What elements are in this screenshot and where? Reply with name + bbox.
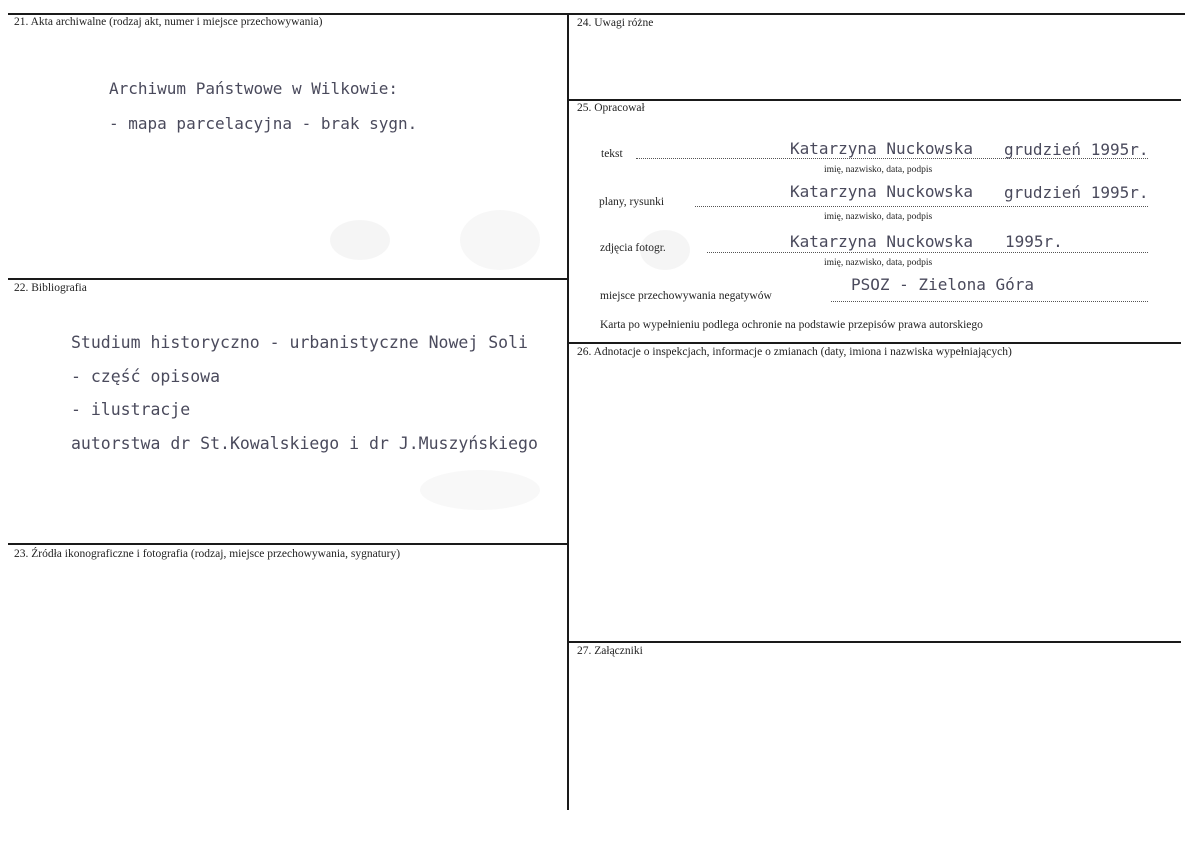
section-26-label: 26. Adnotacje o inspekcjach, informacje o zmianach (daty, imiona i nazwiska wypełniających) [577, 346, 1012, 358]
plany-name: Katarzyna Nuckowska [790, 182, 974, 201]
tekst-date: grudzień 1995r. [1004, 140, 1149, 159]
scan-speck [460, 210, 540, 270]
top-border [8, 13, 1185, 15]
section-22-line-3: - ilustracje [71, 400, 191, 419]
section-22-line-2: - część opisowa [71, 367, 221, 386]
divider-22-23 [8, 543, 567, 545]
zdjecia-label: zdjęcia fotogr. [600, 242, 666, 254]
zdjecia-name: Katarzyna Nuckowska [790, 232, 974, 251]
plany-dotted-line [695, 206, 1148, 207]
section-22-line-1: Studium historyczno - urbanistyczne Nowej Soli [71, 333, 528, 352]
section-27-label: 27. Załączniki [577, 645, 643, 657]
divider-21-22 [8, 278, 567, 280]
section-22-line-4: autorstwa dr St.Kowalskiego i dr J.Muszyńskiego [71, 434, 538, 453]
tekst-name: Katarzyna Nuckowska [790, 139, 974, 158]
negatywy-dotted-line [831, 301, 1148, 302]
tekst-label: tekst [601, 148, 623, 160]
zdjecia-date: 1995r. [1005, 232, 1063, 251]
zdjecia-dotted-line [707, 252, 1148, 253]
center-divider [567, 13, 569, 810]
section-22-label: 22. Bibliografia [14, 282, 87, 294]
section-23-label: 23. Źródła ikonograficzne i fotografia (rodzaj, miejsce przechowywania, sygnatury) [14, 548, 401, 560]
divider-24-25 [569, 99, 1181, 101]
zdjecia-caption: imię, nazwisko, data, podpis [824, 258, 933, 268]
negatywy-label: miejsce przechowywania negatywów [600, 290, 772, 302]
section-25-label: 25. Opracował [577, 102, 645, 114]
plany-date: grudzień 1995r. [1004, 183, 1149, 202]
plany-label: plany, rysunki [599, 196, 665, 208]
scan-speck [330, 220, 390, 260]
section-21-line-1: Archiwum Państwowe w Wilkowie: [109, 79, 398, 98]
section-21-line-2: - mapa parcelacyjna - brak sygn. [109, 114, 418, 133]
section-24-label: 24. Uwagi różne [577, 17, 654, 29]
scan-speck [420, 470, 540, 510]
divider-26-27 [569, 641, 1181, 643]
negatywy-value: PSOZ - Zielona Góra [851, 275, 1035, 294]
tekst-caption: imię, nazwisko, data, podpis [824, 165, 933, 175]
plany-caption: imię, nazwisko, data, podpis [824, 212, 933, 222]
section-21-label: 21. Akta archiwalne (rodzaj akt, numer i miejsce przechowywania) [14, 16, 323, 28]
copyright-note: Karta po wypełnieniu podlega ochronie na podstawie przepisów prawa autorskiego [600, 319, 983, 331]
divider-25-26 [569, 342, 1181, 344]
